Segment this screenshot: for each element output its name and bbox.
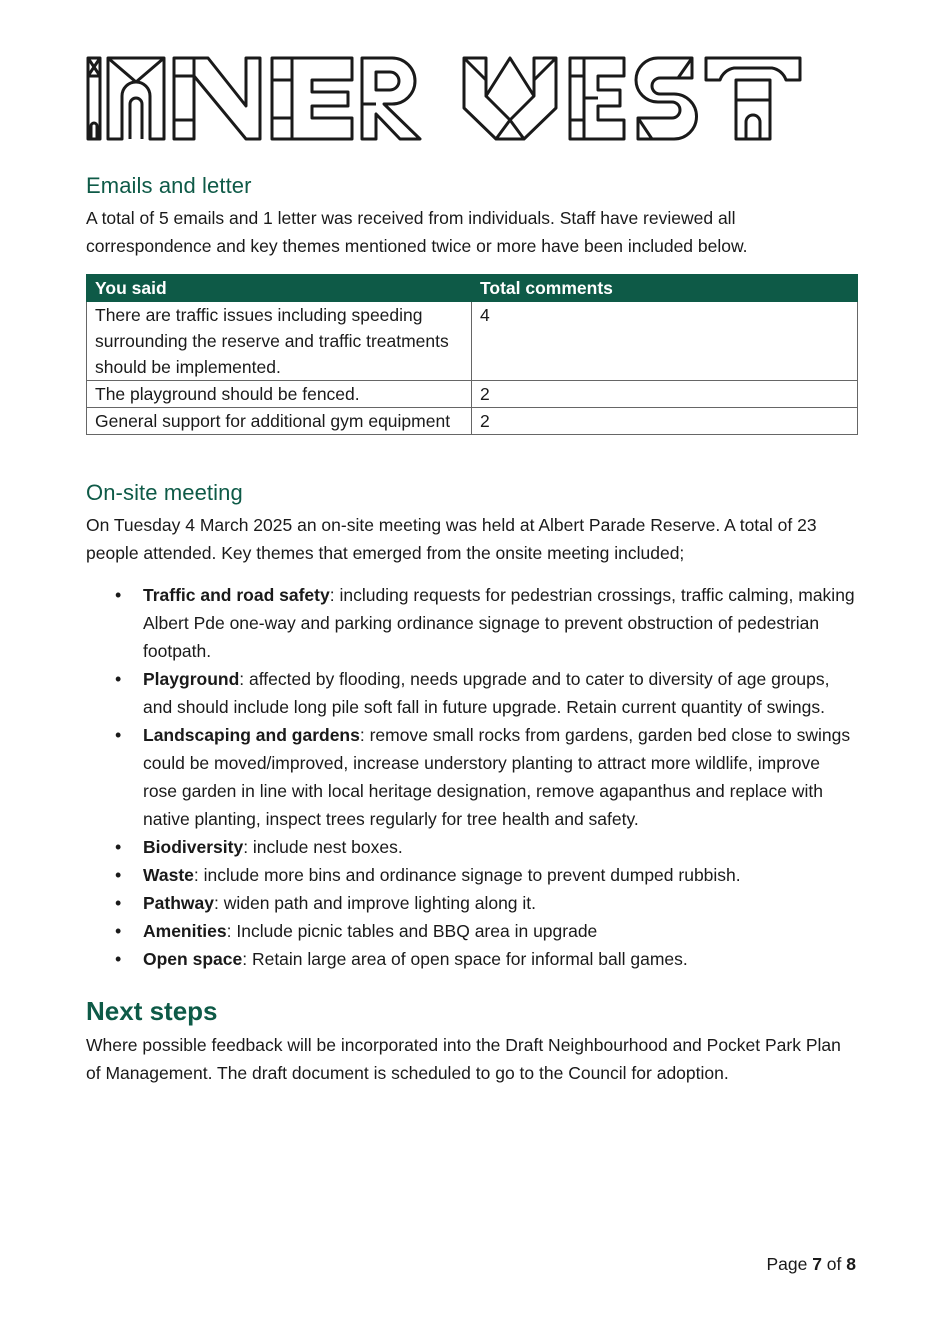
- theme-text: : Retain large area of open space for informal ball games.: [242, 949, 688, 969]
- cell-total-comments: 2: [472, 381, 858, 408]
- bullet-icon: •: [115, 585, 122, 605]
- list-item: [115, 889, 858, 917]
- list-item: [115, 721, 858, 833]
- logo-letter-i: [88, 58, 100, 139]
- next-steps-text: Where possible feedback will be incorporated into the Draft Neighbourhood and Pocket Park Plan of Management. The draft document is scheduled to go to the Council for adoption.: [86, 1035, 841, 1083]
- header-total-comments: Total comments: [472, 275, 858, 302]
- table-row: [87, 302, 858, 381]
- inner-west-logo: [86, 56, 802, 142]
- cell-total-comments: 4: [472, 302, 858, 381]
- meeting-intro: On Tuesday 4 March 2025 an on-site meeting was held at Albert Parade Reserve. A total of 23 people attended. Key themes that emerged from the onsite meeting included;: [86, 515, 817, 563]
- theme-text: : remove small rocks from gardens, garden bed close to swings could be moved/improved, increase understory planting to attract more wildlife, improve rose garden in line with local heritage designation, remove agapanthus and replace with native planting, inspect trees regularly for tree health and safety.: [143, 725, 851, 829]
- theme-title: Pathway: [143, 893, 214, 913]
- table-row: [87, 381, 858, 408]
- meeting-heading: On-site meeting: [86, 480, 243, 505]
- list-item: [115, 833, 858, 861]
- theme-text: : include more bins and ordinance signage to prevent dumped rubbish.: [193, 865, 741, 885]
- logo-letter-t: [706, 58, 800, 139]
- bullet-icon: •: [115, 949, 122, 969]
- list-item: [115, 861, 858, 889]
- page-number: [766, 1250, 856, 1278]
- main-content: [86, 170, 858, 1087]
- logo-letter-w: [464, 58, 556, 139]
- table-row: [87, 408, 858, 435]
- header-you-said: You said: [87, 275, 472, 302]
- emails-heading: Emails and letter: [86, 173, 252, 198]
- emails-intro: A total of 5 emails and 1 letter was received from individuals. Staff have reviewed all correspondence and key themes mentioned twice or more have been included below.: [86, 208, 748, 256]
- total-pages: 8: [846, 1254, 856, 1274]
- logo-letter-n1: [108, 58, 164, 139]
- logo-letter-s: [636, 58, 697, 139]
- logo-letter-n2: [174, 58, 260, 139]
- logo-letter-r: [362, 58, 420, 139]
- bullet-icon: •: [115, 669, 122, 689]
- theme-title: Open space: [143, 949, 243, 969]
- page-prefix: Page: [766, 1254, 813, 1274]
- theme-title: Landscaping and gardens: [143, 725, 360, 745]
- theme-text: : affected by flooding, needs upgrade and to cater to diversity of age groups, and should include long pile soft fall in future upgrade. Retain current quantity of swings.: [143, 669, 830, 717]
- theme-text: : Include picnic tables and BBQ area in upgrade: [226, 921, 598, 941]
- current-page: 7: [812, 1254, 822, 1274]
- page-of: of: [821, 1254, 847, 1274]
- table-header-row: [87, 275, 858, 302]
- bullet-icon: •: [115, 837, 122, 857]
- list-item: [115, 945, 858, 973]
- theme-text: : including requests for pedestrian crossings, traffic calming, making Albert Pde one-way and parking ordinance signage to prevent obstruction of pedestrian footpath.: [143, 585, 855, 661]
- theme-title: Biodiversity: [143, 837, 244, 857]
- theme-title: Amenities: [143, 921, 227, 941]
- theme-text: : include nest boxes.: [243, 837, 403, 857]
- bullet-icon: •: [115, 921, 122, 941]
- theme-text: : widen path and improve lighting along it.: [214, 893, 537, 913]
- feedback-table: [86, 274, 858, 435]
- list-item: [115, 917, 858, 945]
- bullet-icon: •: [115, 725, 122, 745]
- bullet-icon: •: [115, 893, 122, 913]
- cell-total-comments: 2: [472, 408, 858, 435]
- theme-title: Traffic and road safety: [143, 585, 330, 605]
- cell-you-said: General support for additional gym equipment: [87, 408, 472, 435]
- cell-you-said: The playground should be fenced.: [87, 381, 472, 408]
- list-item: [115, 665, 858, 721]
- next-steps-heading: Next steps: [86, 996, 218, 1026]
- logo-letter-e: [272, 58, 352, 139]
- theme-title: Waste: [143, 865, 194, 885]
- list-item: [115, 581, 858, 665]
- meeting-themes-list: [86, 581, 858, 973]
- theme-title: Playground: [143, 669, 240, 689]
- cell-you-said: There are traffic issues including speeding surrounding the reserve and traffic treatments should be implemented.: [87, 302, 472, 381]
- bullet-icon: •: [115, 865, 122, 885]
- logo-letter-e2: [570, 58, 624, 139]
